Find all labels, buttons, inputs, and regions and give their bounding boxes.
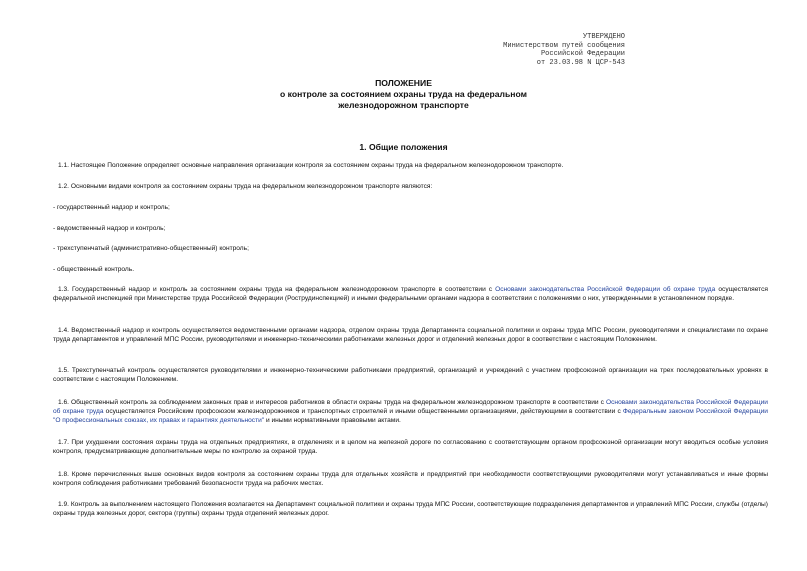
paragraph-text: 1.3. Государственный надзор и контроль за состоянием охраны труда на федеральном железнодорожном транспорте в соответствии с bbox=[58, 286, 496, 293]
paragraph-1-3 bbox=[53, 285, 768, 303]
paragraph-1-9: 1.9. Контроль за выполнением настоящего Положения возлагается на Департамент социальной политики и охраны труда МПС России, соответствующие подразделения департаментов и управлений МПС России, службы (отделы) охраны труда железных дорог, сектора (группы) охраны труда отделений железных дорог. bbox=[53, 501, 768, 518]
approval-stamp bbox=[503, 33, 625, 67]
approval-line: Российской Федерации bbox=[540, 50, 625, 58]
title-subtitle-line1: о контроле за состоянием охраны труда на федеральном bbox=[280, 89, 527, 99]
law-link-trade-unions[interactable]: Федеральным законом Российской Федерации "О профессиональных союзах, их правах и гарантиях деятельности" bbox=[53, 408, 768, 425]
paragraph-1-2: 1.2. Основными видами контроля за состоянием охраны труда на федеральном железнодорожном транспорте являются: bbox=[58, 183, 433, 190]
paragraph-1-6 bbox=[53, 398, 768, 426]
list-item: - ведомственный надзор и контроль; bbox=[53, 225, 166, 232]
paragraph-1-1: 1.1. Настоящее Положение определяет основные направления организации контроля за состоянием охраны труда на федеральном железнодорожном транспорте. bbox=[58, 162, 564, 169]
paragraph-text: 1.6. Общественный контроль за соблюдением законных прав и интересов работников в области охраны труда на федеральном железнодорожном транспорте в соответствии с bbox=[58, 399, 606, 406]
law-link-labor-protection[interactable]: Основами законодательства Российской Федерации об охране труда bbox=[495, 286, 716, 293]
list-item: - государственный надзор и контроль; bbox=[53, 204, 170, 211]
paragraph-text: осуществляется Российским профсоюзом железнодорожников и транспортных строителей и иными общественными организациями, действующими в соответствии с bbox=[103, 408, 623, 416]
paragraph-1-4: 1.4. Ведомственный надзор и контроль осуществляется ведомственными органами надзора, отделом охраны труда Департамента социальной политики и охраны труда МПС России, руководителями и специалистами по охране труда департаментов и управлений МПС России, руководителями и инженерно-техническими работниками железных дорог и отделений железных дорог в соответствии с настоящим Положением. bbox=[53, 327, 768, 344]
title-heading: ПОЛОЖЕНИЕ bbox=[375, 78, 432, 88]
paragraph-text: и иными нормативными правовыми актами. bbox=[264, 417, 401, 425]
paragraph-text: осуществляется федеральной инспекцией при Министерстве труда Российской Федерации (Рострудинспекцией) и иными федеральными органами надзора в соответствии с положениями о них, утвержденными в установленном порядке. bbox=[53, 286, 768, 303]
approval-line: Министерством путей сообщения bbox=[503, 41, 625, 50]
paragraph-1-5: 1.5. Трехступенчатый контроль осуществляется руководителями и инженерно-техническими работниками предприятий, организаций и учреждений с участием профсоюзной организации на трех последовательных уровнях в соответствии с настоящим Положением. bbox=[53, 367, 768, 384]
paragraph-1-7: 1.7. При ухудшении состояния охраны труда на отдельных предприятиях, в отделениях и в целом на железной дороге по согласованию с соответствующим органом профсоюзной организации могут вводиться особые условия контроля, предусматривающие дополнительные меры по контролю за охраной труда. bbox=[53, 439, 768, 456]
document-title bbox=[0, 78, 807, 111]
list-item: - трехступенчатый (административно-общественный) контроль; bbox=[53, 245, 249, 252]
paragraph-1-8: 1.8. Кроме перечисленных выше основных видов контроля за состоянием охраны труда для отдельных хозяйств и предприятий при необходимости соответствующими руководителями могут устанавливаться и иные формы контроля соблюдения работниками требований безопасности труда на рабочих местах. bbox=[53, 471, 768, 488]
approval-line: УТВЕРЖДЕНО bbox=[582, 33, 625, 41]
law-link-labor-protection[interactable]: Основами законодательства Российской Федерации об охране труда bbox=[53, 399, 768, 416]
list-item: - общественный контроль. bbox=[53, 266, 135, 273]
approval-line: от 23.03.98 N ЦСР-543 bbox=[536, 58, 625, 67]
section-title: 1. Общие положения bbox=[359, 142, 448, 152]
title-subtitle-line2: железнодорожном транспорте bbox=[338, 100, 469, 110]
